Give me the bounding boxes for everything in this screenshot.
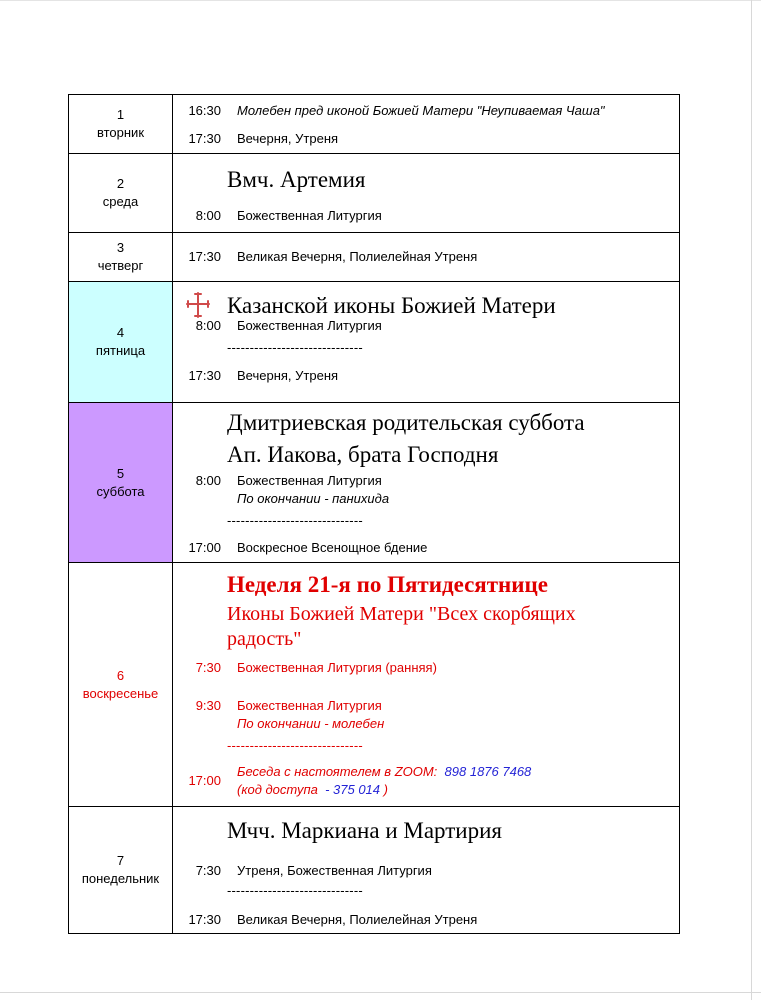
day-cell-6	[69, 563, 173, 807]
event-service	[237, 762, 531, 782]
zoom-id: 898 1876 7468	[444, 764, 532, 779]
event-service: Вечерня, Утреня	[237, 131, 339, 146]
day-cell-4	[69, 282, 173, 403]
day-cell-5	[69, 403, 173, 563]
event-note: По окончании - молебен	[237, 716, 385, 731]
event-time: 9:30	[195, 698, 221, 713]
day-cell-7	[69, 807, 173, 934]
zoom-code-close: )	[383, 782, 388, 797]
event-time: 17:30	[188, 368, 221, 383]
feast-heading-3: радость"	[227, 628, 302, 650]
feast-heading: Дмитриевская родительская суббота	[227, 410, 585, 435]
event-service: Воскресное Всенощное бдение	[237, 540, 428, 555]
zoom-code-label: (код доступа	[237, 782, 318, 797]
zoom-code-value: - 375 014	[325, 782, 381, 797]
event-service: Божественная Литургия	[237, 698, 382, 713]
event-time: 7:30	[195, 660, 221, 675]
day-row-6	[69, 563, 680, 807]
events-cell-4: Казанской иконы Божией Матери 8:00 Божественная Литургия ------------------------------ 17:30 Вечерня, Утреня	[173, 282, 680, 403]
events-cell-1	[173, 95, 680, 154]
events-cell-6: Неделя 21-я по Пятидесятнице Иконы Божией Матери "Всех скорбящих радость" 7:30 Божественная Литургия (ранняя) 9:30 Божественная Литургия По окончании - молебен ------------------------------ 17:00 Беседа с настоятелем в ZOOM: 898 1876 7468 (код доступа - 375 014 )	[173, 563, 680, 807]
day-row-2	[69, 154, 680, 233]
zoom-code	[237, 780, 388, 800]
event-service: Вечерня, Утреня	[237, 368, 339, 383]
event-note: По окончании - панихида	[237, 491, 390, 506]
event-service: Великая Вечерня, Полиелейная Утреня	[237, 249, 478, 264]
day-number: 4	[116, 325, 125, 340]
event-service: Утреня, Божественная Литургия	[237, 863, 432, 878]
page-edge-bottom	[0, 992, 761, 993]
event-time: 17:30	[188, 131, 221, 146]
day-name: пятница	[95, 343, 146, 358]
day-name: понедельник	[81, 871, 160, 886]
day-number: 7	[116, 853, 125, 868]
event-time: 8:00	[195, 208, 221, 223]
day-number: 2	[116, 176, 125, 191]
day-name: вторник	[96, 125, 145, 140]
day-row-1	[69, 95, 680, 154]
zoom-label: Беседа с настоятелем в ZOOM:	[237, 764, 438, 779]
day-row-4	[69, 282, 680, 403]
day-number: 1	[116, 107, 125, 122]
event-service: Божественная Литургия	[237, 208, 382, 223]
event-service: Молебен пред иконой Божией Матери "Неупиваемая Чаша"	[237, 103, 605, 118]
event-time: 17:30	[188, 912, 221, 927]
feast-heading-2: Ап. Иакова, брата Господня	[227, 442, 499, 467]
page-edge-right	[751, 0, 752, 1000]
day-name: суббота	[96, 483, 145, 499]
feast-heading: Неделя 21-я по Пятидесятнице	[227, 572, 549, 597]
day-number: 3	[116, 240, 125, 255]
day-row-7	[69, 807, 680, 934]
schedule-table	[68, 94, 680, 934]
day-row-5	[69, 403, 680, 563]
events-cell-7: Мчч. Маркиана и Мартирия 7:30 Утреня, Божественная Литургия ------------------------------ 17:30 Великая Вечерня, Полиелейная Утреня	[173, 807, 680, 934]
event-time: 17:00	[188, 540, 221, 555]
day-name: среда	[102, 194, 139, 209]
event-service: Божественная Литургия	[237, 473, 382, 488]
day-cell-3	[69, 233, 173, 282]
day-cell-1	[69, 95, 173, 154]
day-number: 6	[116, 667, 125, 683]
day-cell-2	[69, 154, 173, 233]
events-cell-3	[173, 233, 680, 282]
event-service: Великая Вечерня, Полиелейная Утреня	[237, 912, 478, 927]
day-name: воскресенье	[82, 685, 159, 701]
day-number: 5	[116, 465, 125, 481]
event-time: 17:00	[188, 773, 221, 788]
feast-heading-2: Иконы Божией Матери "Всех скорбящих	[227, 603, 576, 625]
page-edge-top	[0, 0, 761, 1]
day-row-3	[69, 233, 680, 282]
event-time: 8:00	[195, 318, 221, 333]
feast-heading: Мчч. Маркиана и Мартирия	[227, 818, 502, 843]
day-name: четверг	[97, 258, 144, 273]
feast-heading: Вмч. Артемия	[227, 167, 366, 192]
event-service: Божественная Литургия (ранняя)	[237, 660, 437, 675]
event-service: Божественная Литургия	[237, 318, 382, 333]
event-time: 8:00	[195, 473, 221, 488]
feast-heading: Казанской иконы Божией Матери	[227, 293, 556, 318]
events-cell-2	[173, 154, 680, 233]
event-time: 17:30	[188, 249, 221, 264]
events-cell-5: Дмитриевская родительская суббота Ап. Иакова, брата Господня 8:00 Божественная Литургия По окончании - панихида ------------------------------ 17:00 Воскресное Всенощное бдение	[173, 403, 680, 563]
event-time: 16:30	[188, 103, 221, 118]
event-time: 7:30	[195, 863, 221, 878]
